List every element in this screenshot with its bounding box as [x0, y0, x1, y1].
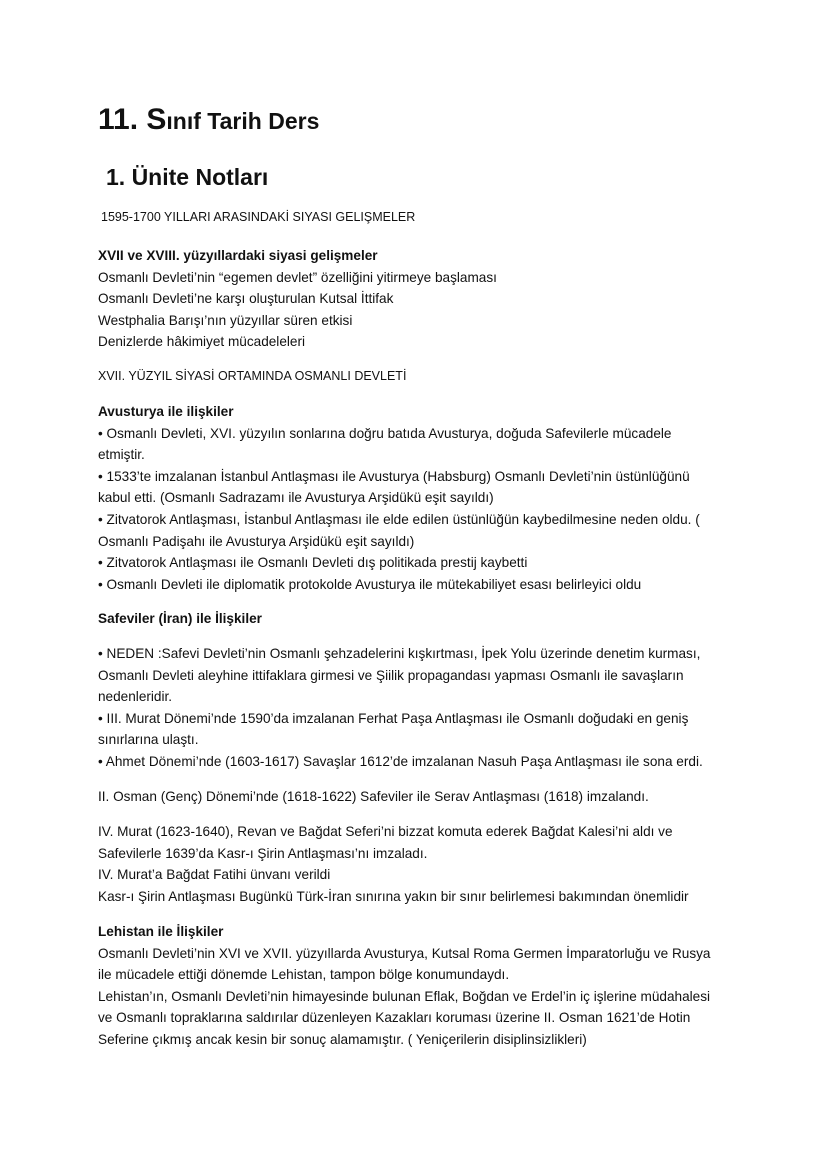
page-title — [98, 103, 319, 137]
text-line: • 1533’te imzalanan İstanbul Antlaşması ile Avusturya (Habsburg) Osmanlı Devleti’nin üstünlüğünü — [98, 468, 690, 484]
text-line: IV. Murat (1623-1640), Revan ve Bağdat Seferi’ni bizzat komuta ederek Bağdat Kalesi’ni aldı ve — [98, 824, 673, 839]
text-line: • Zitvatorok Antlaşması ile Osmanlı Devleti dış politikada prestij kaybetti — [98, 555, 528, 571]
period-heading: 1595-1700 YILLARI ARASINDAKİ SIYASI GELIŞMELER — [101, 210, 416, 224]
text-line: • Zitvatorok Antlaşması, İstanbul Antlaşması ile elde edilen üstünlüğün kaybedilmesine neden oldu. ( — [98, 511, 700, 527]
section-safavids — [98, 643, 703, 773]
section-heading-safavids: Safeviler (İran) ile İlişkiler — [98, 611, 262, 626]
text-line: Westphalia Barışı’nın yüzyıllar süren etkisi — [98, 312, 353, 328]
text-line: Osmanlı Devleti’ne karşı oluşturulan Kutsal İttifak — [98, 291, 394, 307]
text-line: Osmanlı Devleti’nin XVI ve XVII. yüzyıllarda Avusturya, Kutsal Roma Germen İmparatorluğu ve Rusya — [98, 945, 711, 961]
text-line: • Osmanlı Devleti, XVI. yüzyılın sonlarına doğru batıda Avusturya, doğuda Safevilerle mücadele — [98, 425, 672, 441]
text-line: kabul etti. (Osmanlı Sadrazamı ile Avusturya Arşidükü eşit sayıldı) — [98, 490, 494, 506]
section-political-developments — [98, 245, 497, 353]
unit-heading: 1. Ünite Notları — [106, 164, 269, 190]
text-line: etmiştir. — [98, 447, 145, 463]
text-line: Osmanlı Devleti aleyhine ittifaklara girmesi ve Şiilik propagandası yapması Osmanlı ile savaşların — [98, 667, 684, 683]
section-heading: XVII ve XVIII. yüzyıllardaki siyasi gelişmeler — [98, 248, 378, 263]
section-poland — [98, 921, 710, 1051]
text-line: • III. Murat Dönemi’nde 1590’da imzalanan Ferhat Paşa Antlaşması ile Osmanlı doğudaki en geniş — [98, 710, 689, 726]
text-line: Osmanlı Padişahı ile Avusturya Arşidükü eşit sayıldı) — [98, 533, 415, 549]
text-line: Lehistan’ın, Osmanlı Devleti’nin himayesinde bulunan Eflak, Boğdan ve Erdel’in iç işlerine müdahalesi — [98, 988, 711, 1004]
text-line: Osmanlı Devleti’nin “egemen devlet” özelliğini yitirmeye başlaması — [98, 269, 497, 285]
text-line: ile mücadele ettiği dönemde Lehistan, tampon bölge konumundaydı. — [98, 967, 510, 983]
title-rest: ınıf Tarih Ders — [166, 108, 320, 134]
text-line: ve Osmanlı topraklarına saldırılar düzenleyen Kazakları koruması üzerine II. Osman 1621’de Hotin — [98, 1010, 691, 1026]
text-line: • NEDEN :Safevi Devleti’nin Osmanlı şehzadelerini kışkırtması, İpek Yolu üzerinde denetim kurması, — [98, 646, 701, 661]
title-initial: S — [146, 103, 167, 136]
text-line: • Osmanlı Devleti ile diplomatik protokolde Avusturya ile mütekabiliyet esası belirleyici oldu — [98, 576, 642, 592]
text-line: Seferine çıkmış ancak kesin bir sonuç alamamıştır. ( Yeniçerilerin disiplinsizlikleri) — [98, 1031, 587, 1047]
title-number: 11. — [98, 103, 139, 136]
text-line: IV. Murat’a Bağdat Fatihi ünvanı verildi — [98, 867, 331, 883]
section-austria — [98, 401, 700, 595]
section-murat — [98, 821, 689, 907]
text-line: • Ahmet Dönemi’nde (1603-1617) Savaşlar 1612’de imzalanan Nasuh Paşa Antlaşması ile sona erdi. — [98, 753, 703, 769]
section-heading: Lehistan ile İlişkiler — [98, 924, 224, 939]
text-line: Kasr-ı Şirin Antlaşması Bugünkü Türk-İran sınırına yakın bir sınır belirlemesi bakımından önemlidir — [98, 888, 689, 904]
section-heading: Avusturya ile ilişkiler — [98, 404, 234, 419]
text-line: Safevilerle 1639’da Kasr-ı Şirin Antlaşması’nı imzaladı. — [98, 845, 428, 861]
text-line-osman: II. Osman (Genç) Dönemi’nde (1618-1622) Safeviler ile Serav Antlaşması (1618) imzalandı. — [98, 789, 649, 804]
text-line: sınırlarına ulaştı. — [98, 732, 199, 748]
section-heading-ottoman-17th: XVII. YÜZYIL SİYASİ ORTAMINDA OSMANLI DEVLETİ — [98, 369, 407, 383]
text-line: Denizlerde hâkimiyet mücadeleleri — [98, 334, 306, 350]
text-line: nedenleridir. — [98, 689, 173, 705]
